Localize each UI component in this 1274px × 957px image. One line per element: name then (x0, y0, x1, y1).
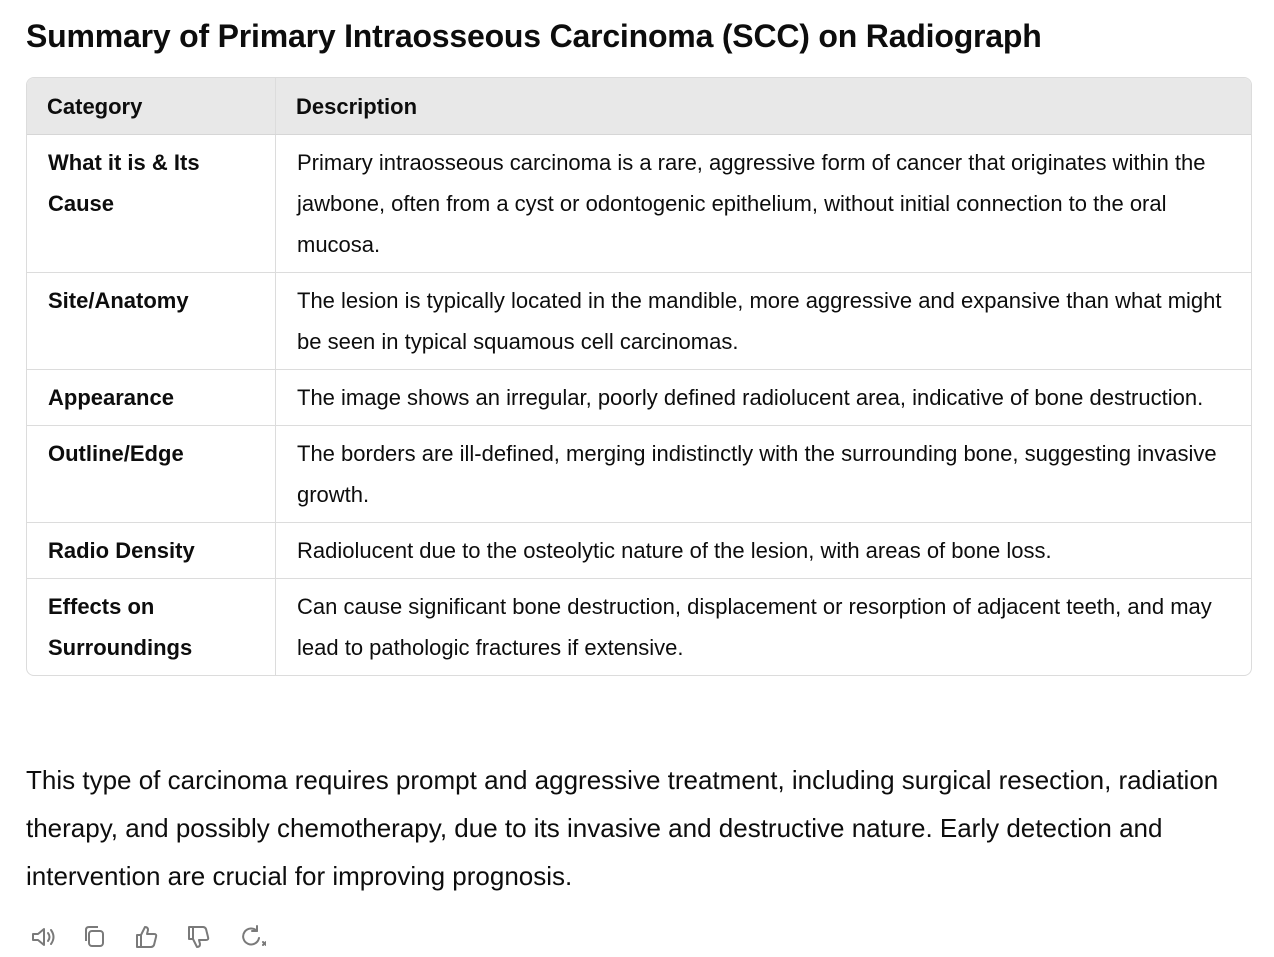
table-row (27, 370, 1251, 426)
header-category: Category (27, 78, 276, 135)
row-description: Can cause significant bone destruction, displacement or resorption of adjacent teeth, and may lead to pathologic fractures if extensive. (276, 579, 1252, 676)
message-actions (28, 922, 266, 952)
table-row (27, 273, 1251, 370)
header-description: Description (276, 78, 1252, 135)
table-row (27, 135, 1251, 273)
row-category: Effects on Surroundings (27, 579, 276, 676)
copy-icon[interactable] (80, 922, 110, 952)
page-title: Summary of Primary Intraosseous Carcinoma (SCC) on Radiograph (26, 18, 1042, 54)
read-aloud-icon[interactable] (28, 922, 58, 952)
table-header-row (27, 78, 1251, 135)
row-category: Appearance (27, 370, 276, 426)
regenerate-icon[interactable] (236, 922, 266, 952)
row-category: Radio Density (27, 523, 276, 579)
summary-table (26, 77, 1252, 676)
table-row (27, 523, 1251, 579)
row-category: Outline/Edge (27, 426, 276, 523)
row-category: What it is & Its Cause (27, 135, 276, 273)
row-description: The borders are ill-defined, merging indistinctly with the surrounding bone, suggesting invasive growth. (276, 426, 1252, 523)
thumbs-down-icon[interactable] (184, 922, 214, 952)
row-description: Radiolucent due to the osteolytic nature of the lesion, with areas of bone loss. (276, 523, 1252, 579)
summary-paragraph: This type of carcinoma requires prompt and aggressive treatment, including surgical resection, radiation therapy, and possibly chemotherapy, due to its invasive and destructive nature. Early detection and intervention are crucial for improving prognosis. (26, 765, 1219, 891)
table-row (27, 426, 1251, 523)
row-description: The lesion is typically located in the mandible, more aggressive and expansive than what might be seen in typical squamous cell carcinomas. (276, 273, 1252, 370)
row-description: Primary intraosseous carcinoma is a rare, aggressive form of cancer that originates within the jawbone, often from a cyst or odontogenic epithelium, without initial connection to the oral mucosa. (297, 150, 1206, 257)
table-row (27, 579, 1251, 676)
thumbs-up-icon[interactable] (132, 922, 162, 952)
row-category: Site/Anatomy (27, 273, 276, 370)
row-description: The image shows an irregular, poorly defined radiolucent area, indicative of bone destruction. (276, 370, 1252, 426)
